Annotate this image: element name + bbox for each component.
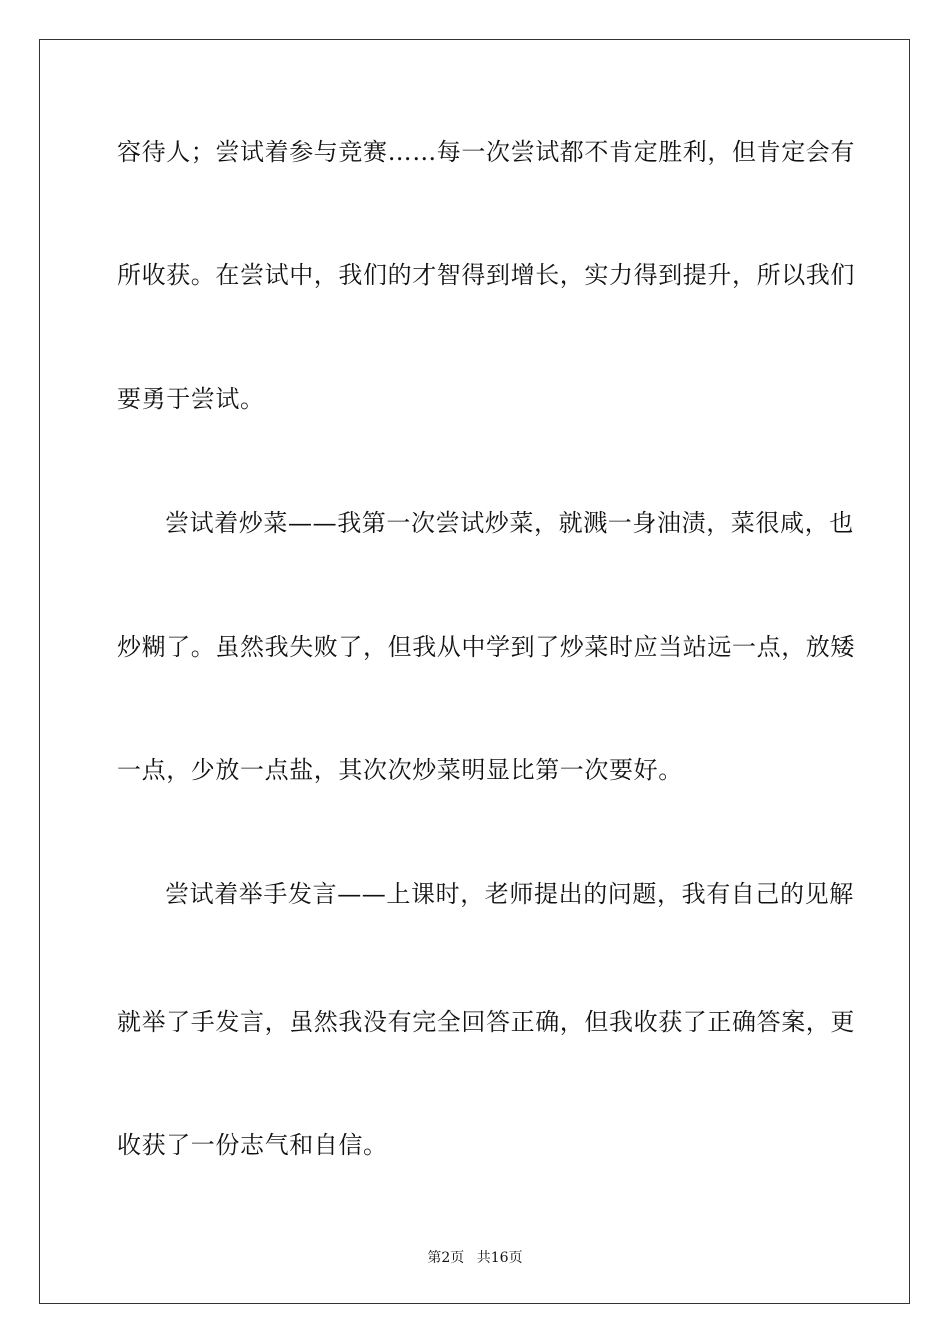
paragraph-2-line-3: 一点，少放一点盐，其次次炒菜明显比第一次要好。 [117, 756, 683, 784]
paragraph-2-line-1: 尝试着炒菜——我第一次尝试炒菜，就溅一身油渍，菜很咸，也 [165, 509, 854, 537]
paragraph-3-line-1: 尝试着举手发言——上课时，老师提出的问题，我有自己的见解 [165, 880, 854, 908]
page-total: 共16页 [476, 1250, 523, 1266]
paragraph-1-line-2: 所收获。在尝试中，我们的才智得到增长，实力得到提升，所以我们 [117, 261, 855, 289]
paragraph-3-line-2: 就举了手发言，虽然我没有完全回答正确，但我收获了正确答案，更 [117, 1008, 855, 1036]
paragraph-1-line-1: 容待人；尝试着参与竞赛……每一次尝试都不肯定胜利，但肯定会有 [117, 138, 855, 166]
paragraph-1-line-3: 要勇于尝试。 [117, 385, 265, 413]
page-footer [0, 1247, 950, 1267]
page-border [39, 39, 910, 1304]
paragraph-2-line-2: 炒糊了。虽然我失败了，但我从中学到了炒菜时应当站远一点，放矮 [117, 633, 855, 661]
page-number: 第2页 [427, 1250, 465, 1266]
paragraph-3-line-3: 收获了一份志气和自信。 [117, 1131, 388, 1159]
